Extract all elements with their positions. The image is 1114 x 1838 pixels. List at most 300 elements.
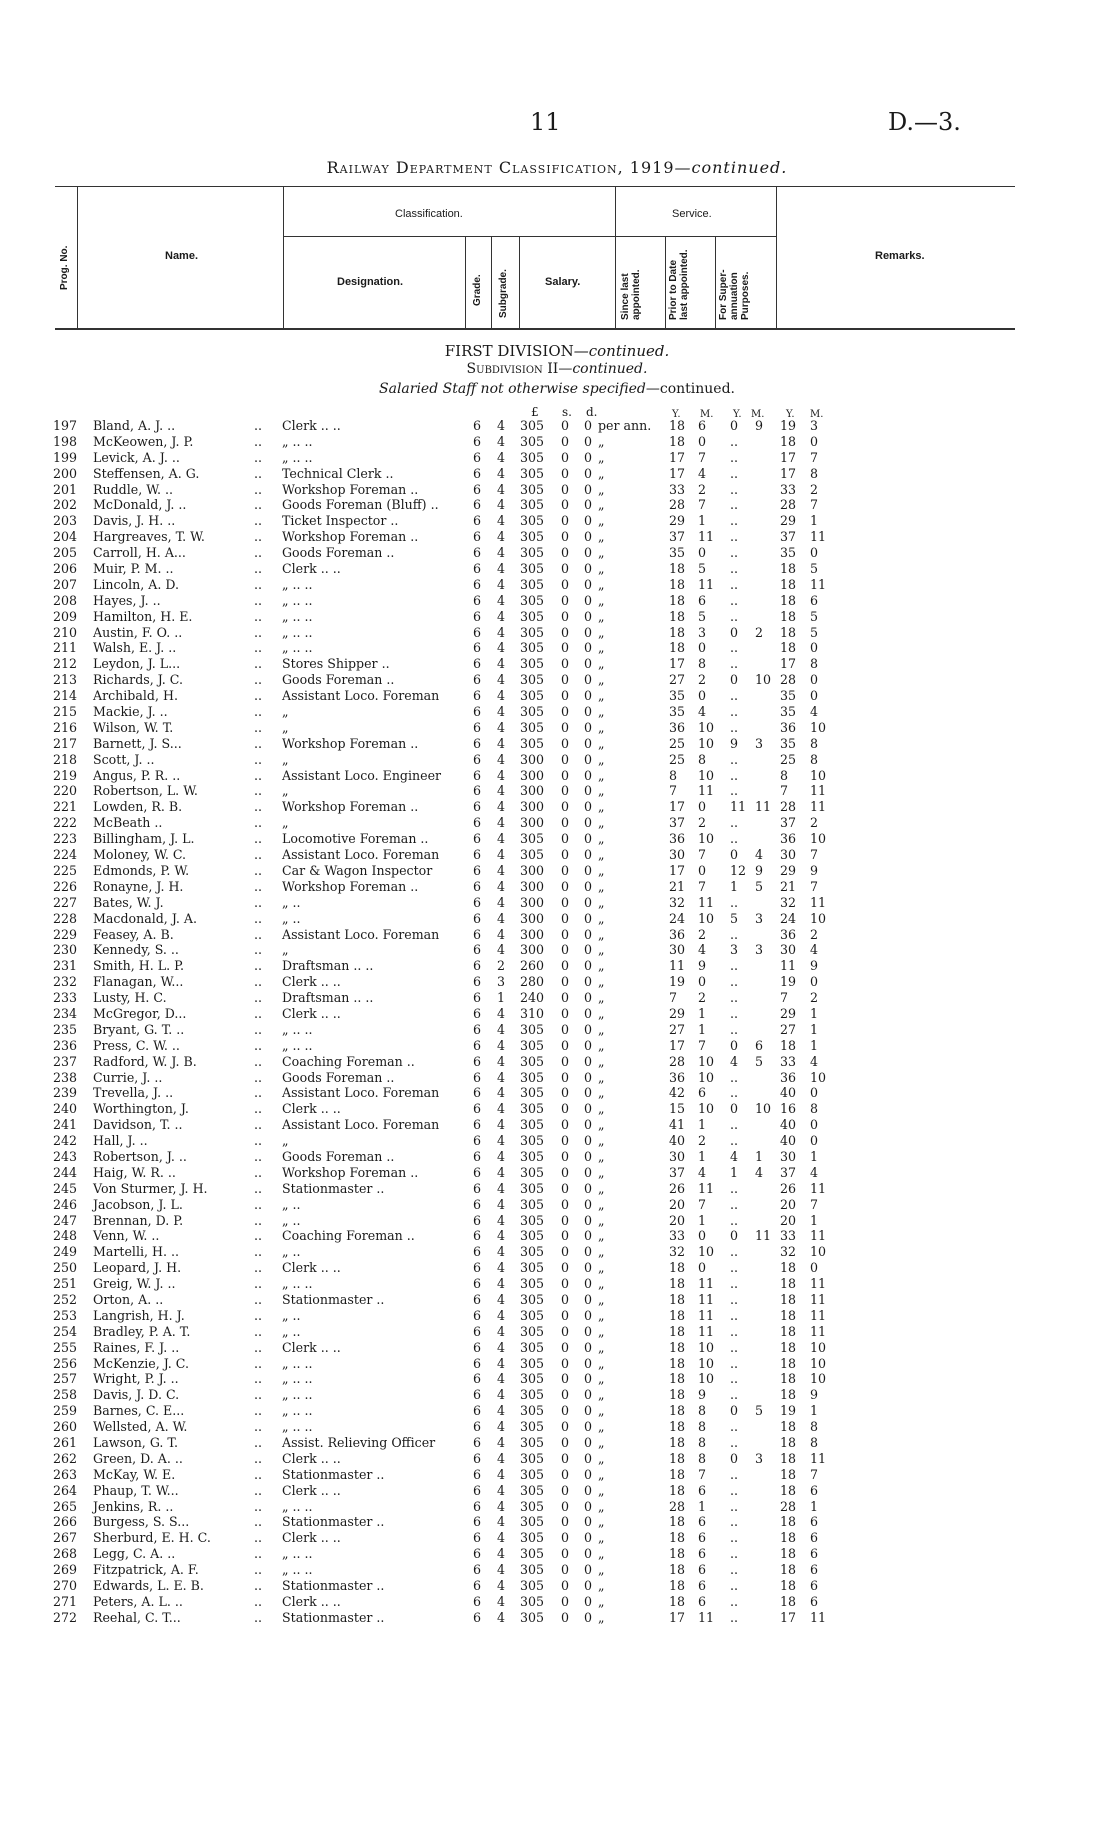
since-last-years: 36 (669, 926, 686, 942)
salary-period: „ (598, 449, 605, 465)
prior-years: .. (730, 592, 739, 608)
classification-header: Classification. (395, 208, 463, 220)
table-row (0, 1276, 1114, 1292)
since-last-months: 6 (698, 1562, 707, 1578)
designation: „ .. .. (282, 1371, 313, 1387)
salary-pence: 0 (584, 513, 593, 529)
since-last-months: 11 (698, 894, 715, 910)
leader-dots: .. (254, 1371, 263, 1387)
salary-pence: 0 (584, 418, 593, 433)
leader-dots: .. (254, 640, 263, 656)
staff-name: Walsh, E. J. .. (93, 640, 177, 656)
prior-years: 0 (730, 418, 739, 433)
subgrade: 4 (497, 688, 506, 704)
superannuation-years: 18 (780, 1355, 797, 1371)
salary-pounds: 305 (520, 1069, 545, 1085)
prior-years: .. (730, 990, 739, 1006)
superannuation-months: 4 (810, 1053, 819, 1069)
subgrade: 4 (497, 1164, 506, 1180)
prog-no: 260 (53, 1419, 78, 1435)
subgrade: 4 (497, 894, 506, 910)
designation: „ .. .. (282, 608, 313, 624)
prior-years: .. (730, 1482, 739, 1498)
superannuation-header: For Super-annuation Purposes. (718, 269, 751, 320)
prog-no: 214 (53, 688, 78, 704)
leader-dots: .. (254, 1403, 263, 1419)
table-row (0, 1070, 1114, 1086)
grade: 6 (473, 783, 482, 799)
salary-pounds: 305 (520, 1562, 545, 1578)
superannuation-years: 18 (780, 1387, 797, 1403)
remarks-header: Remarks. (875, 250, 925, 262)
leader-dots: .. (254, 990, 263, 1006)
prior-months: 11 (755, 1228, 772, 1244)
grade: 6 (473, 624, 482, 640)
subgrade: 4 (497, 1371, 506, 1387)
since-last-months: 8 (698, 1450, 707, 1466)
grade: 6 (473, 1164, 482, 1180)
salary-shillings: 0 (561, 704, 570, 720)
superannuation-years: 18 (780, 1578, 797, 1594)
salary-shillings: 0 (561, 433, 570, 449)
table-row (0, 625, 1114, 641)
salary-pence: 0 (584, 1069, 593, 1085)
page-title (0, 158, 1114, 177)
staff-name: Edwards, L. E. B. (93, 1578, 204, 1594)
prog-no: 222 (53, 815, 78, 831)
superannuation-years: 18 (780, 1482, 797, 1498)
staff-name: Moloney, W. C. (93, 847, 187, 863)
leader-dots: .. (254, 608, 263, 624)
salary-period: „ (598, 719, 605, 735)
subgrade: 4 (497, 1562, 506, 1578)
designation: Goods Foreman (Bluff) .. (282, 497, 439, 513)
salary-pence: 0 (584, 1593, 593, 1609)
since-last-months: 6 (698, 418, 707, 433)
salary-period: „ (598, 1180, 605, 1196)
leader-dots: .. (254, 1466, 263, 1482)
salary-period: „ (598, 465, 605, 481)
table-row (0, 1022, 1114, 1038)
salary-pence: 0 (584, 592, 593, 608)
superannuation-years: 35 (780, 704, 797, 720)
since-last-months: 1 (698, 1117, 707, 1133)
salary-pounds: 305 (520, 847, 545, 863)
leader-dots: .. (254, 1228, 263, 1244)
salary-pounds: 305 (520, 1101, 545, 1117)
salary-pence: 0 (584, 1228, 593, 1244)
leader-dots: .. (254, 862, 263, 878)
superannuation-years: 29 (780, 1005, 797, 1021)
designation: Stores Shipper .. (282, 656, 390, 672)
since-last-years: 18 (669, 1291, 686, 1307)
salary-pounds: 300 (520, 910, 545, 926)
staff-name: Phaup, T. W... (93, 1482, 179, 1498)
prior-years: .. (730, 1212, 739, 1228)
table-row (0, 1149, 1114, 1165)
salary-shillings: 0 (561, 1578, 570, 1594)
superannuation-years: 21 (780, 878, 797, 894)
table-row (0, 640, 1114, 656)
superannuation-months: 6 (810, 1562, 819, 1578)
prior-months: 5 (755, 878, 764, 894)
grade: 6 (473, 990, 482, 1006)
subgrade: 4 (497, 672, 506, 688)
staff-name: Peters, A. L. .. (93, 1593, 183, 1609)
prior-years: 0 (730, 624, 739, 640)
salary-pounds: 305 (520, 640, 545, 656)
salary-shillings: 0 (561, 1562, 570, 1578)
since-last-months: 10 (698, 1053, 715, 1069)
staff-name: Hamilton, H. E. (93, 608, 193, 624)
salary-shillings: 0 (561, 688, 570, 704)
staff-name: Austin, F. O. .. (93, 624, 183, 640)
salary-pence: 0 (584, 1498, 593, 1514)
staff-name: Muir, P. M. .. (93, 561, 174, 577)
prior-years: 4 (730, 1148, 739, 1164)
subgrade-header: Subgrade. (498, 269, 509, 318)
since-last-years: 18 (669, 418, 686, 433)
table-row (0, 1435, 1114, 1451)
superannuation-years: 20 (780, 1196, 797, 1212)
prog-no: 254 (53, 1323, 78, 1339)
salary-pounds: 305 (520, 449, 545, 465)
superannuation-months: 10 (810, 719, 827, 735)
designation: Assistant Loco. Foreman (282, 688, 440, 704)
staff-name: Lusty, H. C. (93, 990, 167, 1006)
subgrade: 4 (497, 926, 506, 942)
leader-dots: .. (254, 576, 263, 592)
subgrade: 4 (497, 942, 506, 958)
designation: „ (282, 1133, 289, 1149)
salary-shillings: 0 (561, 894, 570, 910)
salary-pence: 0 (584, 529, 593, 545)
designation: Goods Foreman .. (282, 1148, 395, 1164)
salary-pence: 0 (584, 656, 593, 672)
prog-no: 205 (53, 545, 78, 561)
superannuation-months: 6 (810, 1578, 819, 1594)
since-last-months: 10 (698, 910, 715, 926)
superannuation-years: 7 (780, 990, 789, 1006)
since-last-years: 28 (669, 1498, 686, 1514)
grade: 6 (473, 1450, 482, 1466)
since-last-months: 11 (698, 1609, 715, 1625)
table-row (0, 799, 1114, 815)
prior-years: .. (730, 1387, 739, 1403)
salary-shillings: 0 (561, 1180, 570, 1196)
since-last-months: 0 (698, 974, 707, 990)
grade: 6 (473, 1403, 482, 1419)
prior-years: 1 (730, 878, 739, 894)
prog-no: 223 (53, 831, 78, 847)
grade: 6 (473, 513, 482, 529)
grade: 6 (473, 1355, 482, 1371)
prog-no: 251 (53, 1276, 78, 1292)
salary-pence: 0 (584, 449, 593, 465)
since-last-months: 8 (698, 1419, 707, 1435)
leader-dots: .. (254, 1212, 263, 1228)
subgrade: 4 (497, 1514, 506, 1530)
table-row (0, 1467, 1114, 1483)
since-last-months: 7 (698, 1466, 707, 1482)
table-row (0, 1356, 1114, 1372)
table-row (0, 942, 1114, 958)
since-last-months: 1 (698, 1498, 707, 1514)
since-last-years: 15 (669, 1101, 686, 1117)
superannuation-years: 18 (780, 1291, 797, 1307)
since-last-years: 18 (669, 1371, 686, 1387)
superannuation-months: 11 (810, 1609, 827, 1625)
superannuation-months: 0 (810, 672, 819, 688)
prog-no: 246 (53, 1196, 78, 1212)
salary-shillings: 0 (561, 815, 570, 831)
leader-dots: .. (254, 688, 263, 704)
salary-pence: 0 (584, 1609, 593, 1625)
superannuation-months: 8 (810, 465, 819, 481)
superannuation-years: 18 (780, 640, 797, 656)
leader-dots: .. (254, 1482, 263, 1498)
grade: 6 (473, 1514, 482, 1530)
leader-dots: .. (254, 942, 263, 958)
prog-no: 224 (53, 847, 78, 863)
salary-pounds: 305 (520, 1371, 545, 1387)
since-last-months: 6 (698, 1578, 707, 1594)
superannuation-years: 37 (780, 1164, 797, 1180)
prog-no: 256 (53, 1355, 78, 1371)
prior-months: 9 (755, 862, 764, 878)
superannuation-months: 10 (810, 1355, 827, 1371)
table-row (0, 1562, 1114, 1578)
prior-years: .. (730, 1260, 739, 1276)
salary-pounds: 300 (520, 767, 545, 783)
prog-no: 259 (53, 1403, 78, 1419)
prior-months: 11 (755, 799, 772, 815)
grade: 6 (473, 529, 482, 545)
salary-pence: 0 (584, 481, 593, 497)
staff-name: Mackie, J. .. (93, 704, 168, 720)
prog-no: 236 (53, 1037, 78, 1053)
since-last-months: 3 (698, 624, 707, 640)
staff-name: Wellsted, A. W. (93, 1419, 188, 1435)
grade: 6 (473, 767, 482, 783)
salary-pounds: 305 (520, 831, 545, 847)
salary-pounds: 305 (520, 1307, 545, 1323)
salary-pence: 0 (584, 608, 593, 624)
prior-months: 3 (755, 910, 764, 926)
title-continued: —continued. (674, 158, 788, 177)
since-last-months: 4 (698, 1164, 707, 1180)
pence-unit: d. (586, 405, 598, 419)
superannuation-years: 11 (780, 958, 797, 974)
table-row (0, 736, 1114, 752)
subgrade: 4 (497, 1339, 506, 1355)
table-row (0, 1514, 1114, 1530)
salary-period: „ (598, 735, 605, 751)
since-last-years: 37 (669, 529, 686, 545)
since-last-years: 17 (669, 1037, 686, 1053)
designation: „ (282, 815, 289, 831)
superannuation-months: 11 (810, 1180, 827, 1196)
since-last-years: 18 (669, 624, 686, 640)
grade: 6 (473, 1498, 482, 1514)
prog-no: 257 (53, 1371, 78, 1387)
superannuation-years: 18 (780, 608, 797, 624)
table-row (0, 879, 1114, 895)
grade: 6 (473, 592, 482, 608)
superannuation-years: 16 (780, 1101, 797, 1117)
since-last-years: 17 (669, 449, 686, 465)
superannuation-years: 36 (780, 1069, 797, 1085)
superannuation-months: 7 (810, 847, 819, 863)
salary-shillings: 0 (561, 1037, 570, 1053)
salary-period: „ (598, 1164, 605, 1180)
pound-unit: £ (531, 405, 539, 419)
since-last-years: 35 (669, 704, 686, 720)
salary-shillings: 0 (561, 974, 570, 990)
leader-dots: .. (254, 1180, 263, 1196)
superannuation-years: 17 (780, 1609, 797, 1625)
salary-shillings: 0 (561, 1276, 570, 1292)
salary-pounds: 305 (520, 1578, 545, 1594)
staff-title: Salaried Staff not otherwise specified (379, 381, 646, 397)
leader-dots: .. (254, 1514, 263, 1530)
subgrade: 4 (497, 465, 506, 481)
since-last-months: 10 (698, 1101, 715, 1117)
staff-name: Levick, A. J. .. (93, 449, 180, 465)
salary-shillings: 0 (561, 1196, 570, 1212)
grade: 6 (473, 1196, 482, 1212)
superannuation-years: 18 (780, 1323, 797, 1339)
superannuation-months: 6 (810, 1546, 819, 1562)
since-last-months: 2 (698, 672, 707, 688)
prior-years: .. (730, 1419, 739, 1435)
table-row (0, 958, 1114, 974)
superannuation-years: 32 (780, 894, 797, 910)
staff-name: Greig, W. J. .. (93, 1276, 176, 1292)
prog-no: 220 (53, 783, 78, 799)
salary-shillings: 0 (561, 767, 570, 783)
grade: 6 (473, 465, 482, 481)
salary-pence: 0 (584, 1260, 593, 1276)
grade: 6 (473, 1530, 482, 1546)
subgrade: 4 (497, 592, 506, 608)
prog-no: 261 (53, 1435, 78, 1450)
salary-pence: 0 (584, 1403, 593, 1419)
staff-name: Bryant, G. T. .. (93, 1021, 185, 1037)
subgrade: 4 (497, 1180, 506, 1196)
since-last-months: 6 (698, 1514, 707, 1530)
superannuation-months: 11 (810, 529, 827, 545)
salary-shillings: 0 (561, 862, 570, 878)
prior-years: .. (730, 767, 739, 783)
salary-pence: 0 (584, 894, 593, 910)
document-reference: D.—3. (888, 108, 961, 136)
superannuation-years: 18 (780, 1450, 797, 1466)
superannuation-years: 35 (780, 735, 797, 751)
prior-months: 5 (755, 1053, 764, 1069)
table-row (0, 1371, 1114, 1387)
subgrade: 4 (497, 1403, 506, 1419)
prior-years: .. (730, 1466, 739, 1482)
table-row (0, 1451, 1114, 1467)
leader-dots: .. (254, 783, 263, 799)
salary-pence: 0 (584, 1339, 593, 1355)
superannuation-years: 40 (780, 1133, 797, 1149)
salary-pounds: 305 (520, 1514, 545, 1530)
since-last-months: 10 (698, 1069, 715, 1085)
subgrade: 4 (497, 1037, 506, 1053)
salary-shillings: 0 (561, 1307, 570, 1323)
staff-name: Haig, W. R. .. (93, 1164, 176, 1180)
salary-pounds: 305 (520, 1085, 545, 1101)
designation: Stationmaster .. (282, 1609, 385, 1625)
designation: Goods Foreman .. (282, 672, 395, 688)
subgrade: 4 (497, 1609, 506, 1625)
salary-pence: 0 (584, 1244, 593, 1260)
superannuation-years: 37 (780, 815, 797, 831)
salary-period: „ (598, 847, 605, 863)
salary-period: „ (598, 1355, 605, 1371)
prior-years: .. (730, 1323, 739, 1339)
prior-years: .. (730, 719, 739, 735)
prior-years: .. (730, 688, 739, 704)
prior-years: .. (730, 608, 739, 624)
grade: 6 (473, 910, 482, 926)
leader-dots: .. (254, 1101, 263, 1117)
since-last-months: 5 (698, 561, 707, 577)
salary-period: „ (598, 894, 605, 910)
salary-period: „ (598, 767, 605, 783)
since-last-months: 7 (698, 847, 707, 863)
superannuation-years: 36 (780, 831, 797, 847)
salary-pence: 0 (584, 1546, 593, 1562)
since-last-years: 18 (669, 1339, 686, 1355)
superannuation-years: 40 (780, 1117, 797, 1133)
prog-no: 250 (53, 1260, 78, 1276)
designation: Workshop Foreman .. (282, 799, 419, 815)
prog-no: 231 (53, 958, 78, 974)
staff-name: Green, D. A. .. (93, 1450, 183, 1466)
salary-period: „ (598, 576, 605, 592)
grade: 6 (473, 1339, 482, 1355)
prior-years: 9 (730, 735, 739, 751)
since-last-months: 8 (698, 751, 707, 767)
grade: 6 (473, 1276, 482, 1292)
staff-name: Flanagan, W... (93, 974, 184, 990)
prior-months: 10 (755, 1101, 772, 1117)
superannuation-months: 10 (810, 1244, 827, 1260)
since-last-years: 32 (669, 1244, 686, 1260)
staff-name: Richards, J. C. (93, 672, 184, 688)
staff-name: Martelli, H. .. (93, 1244, 180, 1260)
superannuation-months: 0 (810, 545, 819, 561)
salary-period: „ (598, 497, 605, 513)
subgrade: 4 (497, 1101, 506, 1117)
salary-pounds: 305 (520, 1339, 545, 1355)
salary-period: „ (598, 1148, 605, 1164)
salary-pence: 0 (584, 990, 593, 1006)
superannuation-months: 8 (810, 1419, 819, 1435)
since-last-months: 0 (698, 1260, 707, 1276)
superannuation-months: 11 (810, 1307, 827, 1323)
staff-name: Wright, P. J. .. (93, 1371, 179, 1387)
grade: 6 (473, 1609, 482, 1625)
salary-pence: 0 (584, 1514, 593, 1530)
since-last-years: 20 (669, 1196, 686, 1212)
subgrade: 4 (497, 767, 506, 783)
since-last-years: 25 (669, 735, 686, 751)
salary-shillings: 0 (561, 465, 570, 481)
